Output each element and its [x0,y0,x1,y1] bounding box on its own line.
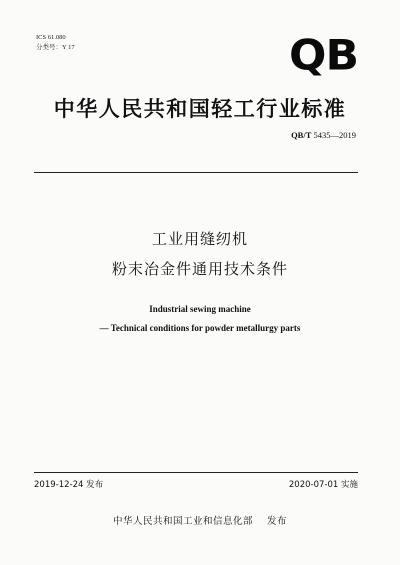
top-divider [34,172,358,173]
classification-block [36,33,75,53]
issue-date: 2019-12-24 发布 [34,480,104,490]
issuer-line [0,513,400,527]
standard-title: 中华人民共和国轻工行业标准 [53,97,347,121]
english-title-line-1: Industrial sewing machine [149,304,251,314]
chinese-title-line-2: 粉末冶金件通用技术条件 [111,260,288,278]
issuer-action: 发布 [267,516,288,527]
category-code: 分类号：Y 17 [36,44,75,51]
standard-number-prefix: QB/T [291,130,312,140]
standard-logo: QB [289,31,358,80]
chinese-title-line-1: 工业用缝纫机 [151,230,248,248]
english-title-line-2: — Technical conditions for powder metallurgy parts [99,323,301,333]
ics-code: ICS 61.080 [36,34,66,41]
standard-number [291,130,356,140]
implementation-date: 2020-07-01 实施 [288,480,358,490]
bottom-divider [34,472,358,473]
issuer-name: 中华人民共和国工业和信息化部 [112,516,253,527]
standard-number-value: 5435—2019 [313,130,356,140]
